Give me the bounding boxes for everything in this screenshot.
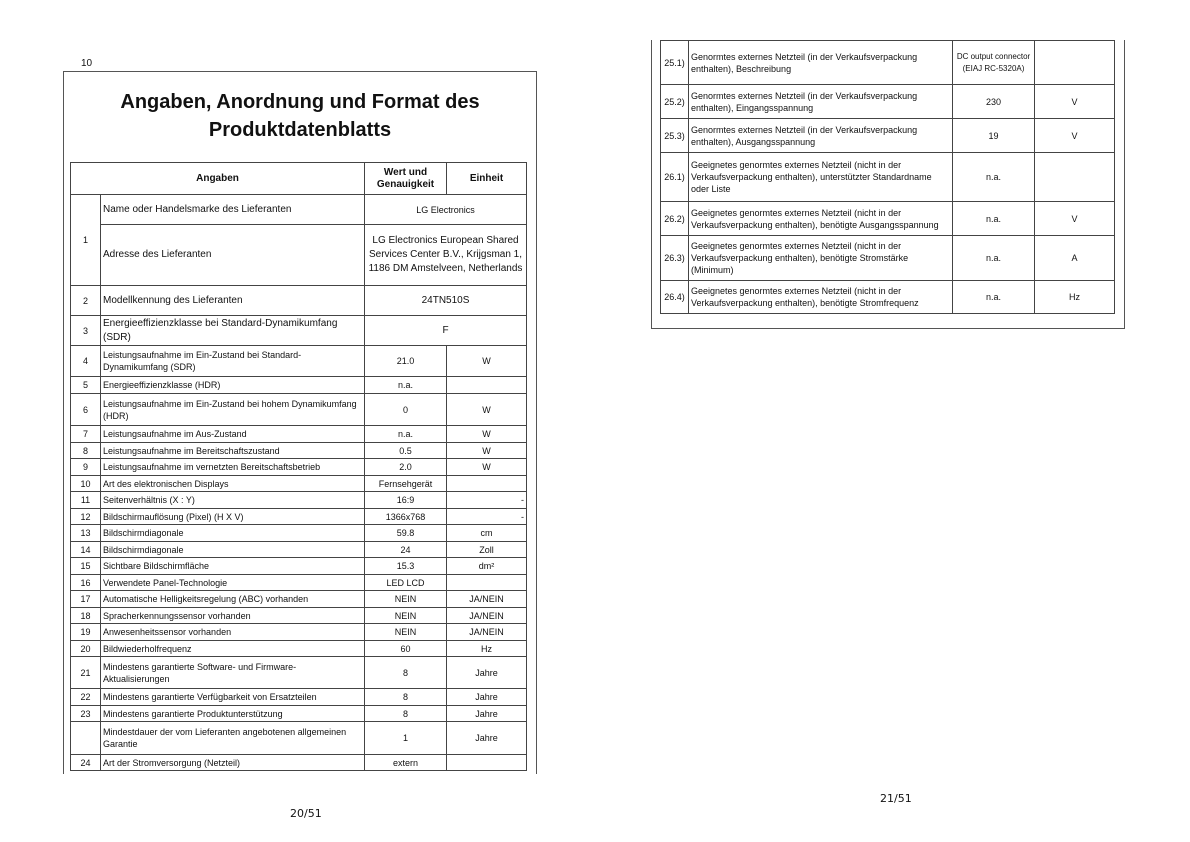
row-number: 18 (71, 608, 101, 624)
row-unit: V (1035, 202, 1115, 236)
row-value: LED LCD (365, 575, 447, 591)
table-row (71, 706, 527, 722)
row-unit: W (447, 394, 527, 426)
table-row (71, 476, 527, 492)
row-value: 8 (365, 689, 447, 706)
table-row (71, 394, 527, 426)
table-row (71, 722, 527, 755)
table-row (71, 509, 527, 525)
row-label: Geeignetes genormtes externes Netzteil (nicht in der Verkaufsverpackung enthalten), benötigte Stromfrequenz (689, 281, 953, 314)
row-label: Mindestdauer der vom Lieferanten angebotenen allgemeinen Garantie (101, 722, 365, 755)
table-row (71, 624, 527, 641)
row-label: Mindestens garantierte Verfügbarkeit von Ersatzteilen (101, 689, 365, 706)
table-row (71, 689, 527, 706)
row-number: 16 (71, 575, 101, 591)
row-value: n.a. (953, 153, 1035, 202)
row-label: Genormtes externes Netzteil (in der Verkaufsverpackung enthalten), Ausgangsspannung (689, 119, 953, 153)
row-value: 1 (365, 722, 447, 755)
row-value: 24TN510S (365, 286, 527, 316)
row-number: 25.3) (661, 119, 689, 153)
row-unit: W (447, 443, 527, 459)
table-row (71, 346, 527, 377)
table-row (71, 316, 527, 346)
product-datasheet-table (70, 162, 527, 771)
row-number: 10 (71, 476, 101, 492)
row-unit: A (1035, 236, 1115, 281)
row-label: Bildschirmdiagonale (101, 542, 365, 558)
table-row (71, 225, 527, 286)
row-label: Seitenverhältnis (X : Y) (101, 492, 365, 509)
row-unit: JA/NEIN (447, 624, 527, 641)
row-number: 1 (71, 195, 101, 286)
row-label: Verwendete Panel-Technologie (101, 575, 365, 591)
header-angaben: Angaben (71, 163, 365, 195)
table-row (71, 608, 527, 624)
row-number: 4 (71, 346, 101, 377)
row-number: 5 (71, 377, 101, 394)
table-row (661, 85, 1115, 119)
row-value: n.a. (365, 377, 447, 394)
row-unit: W (447, 346, 527, 377)
row-value: 59.8 (365, 525, 447, 542)
row-value: 0.5 (365, 443, 447, 459)
row-value: NEIN (365, 608, 447, 624)
table-row (71, 575, 527, 591)
header-einheit: Einheit (447, 163, 527, 195)
row-label: Leistungsaufnahme im Ein-Zustand bei hohem Dynamikumfang (HDR) (101, 394, 365, 426)
row-number: 26.2) (661, 202, 689, 236)
row-number: 23 (71, 706, 101, 722)
row-number: 24 (71, 755, 101, 771)
row-unit (447, 575, 527, 591)
row-number: 25.2) (661, 85, 689, 119)
row-unit (1035, 153, 1115, 202)
row-number: 11 (71, 492, 101, 509)
row-unit: Hz (447, 641, 527, 657)
row-value: extern (365, 755, 447, 771)
row-value: 230 (953, 85, 1035, 119)
row-value: Fernsehgerät (365, 476, 447, 492)
row-label: Anwesenheitssensor vorhanden (101, 624, 365, 641)
row-number: 2 (71, 286, 101, 316)
row-label: Leistungsaufnahme im Aus-Zustand (101, 426, 365, 443)
table-row (661, 202, 1115, 236)
header-row (71, 163, 527, 195)
row-value: F (365, 316, 527, 346)
row-label: Genormtes externes Netzteil (in der Verkaufsverpackung enthalten), Eingangsspannung (689, 85, 953, 119)
row-label: Spracherkennungssensor vorhanden (101, 608, 365, 624)
table-row (71, 591, 527, 608)
table-row (71, 641, 527, 657)
table-row (71, 377, 527, 394)
page-title: Angaben, Anordnung und Format des Produktdatenblatts (120, 91, 480, 141)
row-unit: Zoll (447, 542, 527, 558)
table-row (661, 119, 1115, 153)
row-value: 8 (365, 657, 447, 689)
row-number: 26.1) (661, 153, 689, 202)
row-unit: W (447, 426, 527, 443)
row-unit: cm (447, 525, 527, 542)
row-label: Genormtes externes Netzteil (in der Verkaufsverpackung enthalten), Beschreibung (689, 41, 953, 85)
row-number: 14 (71, 542, 101, 558)
row-number: 13 (71, 525, 101, 542)
row-label: Energieeffizienzklasse (HDR) (101, 377, 365, 394)
row-unit: - (447, 509, 527, 525)
row-unit: Jahre (447, 657, 527, 689)
row-unit (447, 476, 527, 492)
row-value: 0 (365, 394, 447, 426)
row-label: Modellkennung des Lieferanten (101, 286, 365, 316)
row-unit: V (1035, 85, 1115, 119)
row-unit: JA/NEIN (447, 608, 527, 624)
power-supply-table (660, 40, 1115, 314)
row-value: 8 (365, 706, 447, 722)
row-label: Automatische Helligkeitsregelung (ABC) vorhanden (101, 591, 365, 608)
row-number (71, 722, 101, 755)
row-number: 6 (71, 394, 101, 426)
row-unit: dm² (447, 558, 527, 575)
row-label: Leistungsaufnahme im vernetzten Bereitschaftsbetrieb (101, 459, 365, 476)
row-number: 15 (71, 558, 101, 575)
row-value: 19 (953, 119, 1035, 153)
row-number: 7 (71, 426, 101, 443)
row-number: 3 (71, 316, 101, 346)
row-unit: Hz (1035, 281, 1115, 314)
table-row (71, 558, 527, 575)
row-label: Energieeffizienzklasse bei Standard-Dynamikumfang (SDR) (101, 316, 365, 346)
row-number: 20 (71, 641, 101, 657)
table-row (661, 236, 1115, 281)
row-value: NEIN (365, 624, 447, 641)
row-label: Bildschirmdiagonale (101, 525, 365, 542)
row-value: n.a. (953, 236, 1035, 281)
page-marker: 10 (81, 58, 93, 69)
row-label: Geeignetes genormtes externes Netzteil (nicht in der Verkaufsverpackung enthalten), unterstützter Standardname oder Liste (689, 153, 953, 202)
row-value: n.a. (365, 426, 447, 443)
header-wert: Wert und Genauigkeit (365, 163, 447, 195)
row-label: Bildschirmauflösung (Pixel) (H X V) (101, 509, 365, 525)
row-number: 26.4) (661, 281, 689, 314)
row-value: DC output connector (EIAJ RC-5320A) (953, 41, 1035, 85)
table-row (661, 41, 1115, 85)
table-row (71, 542, 527, 558)
row-label: Name oder Handelsmarke des Lieferanten (101, 195, 365, 225)
table-row (71, 492, 527, 509)
row-unit: Jahre (447, 689, 527, 706)
row-label: Art der Stromversorgung (Netzteil) (101, 755, 365, 771)
row-value: 60 (365, 641, 447, 657)
table-row (71, 426, 527, 443)
table-row (71, 443, 527, 459)
row-label: Bildwiederholfrequenz (101, 641, 365, 657)
row-number: 26.3) (661, 236, 689, 281)
table-row (71, 525, 527, 542)
row-value: n.a. (953, 202, 1035, 236)
row-value: 21.0 (365, 346, 447, 377)
row-label: Sichtbare Bildschirmfläche (101, 558, 365, 575)
table-row (71, 195, 527, 225)
row-label: Art des elektronischen Displays (101, 476, 365, 492)
row-value: NEIN (365, 591, 447, 608)
row-number: 9 (71, 459, 101, 476)
row-number: 8 (71, 443, 101, 459)
table-row (71, 657, 527, 689)
row-label: Leistungsaufnahme im Bereitschaftszustand (101, 443, 365, 459)
row-value: 24 (365, 542, 447, 558)
table-row (71, 755, 527, 771)
row-number: 12 (71, 509, 101, 525)
row-unit (1035, 41, 1115, 85)
row-label: Mindestens garantierte Produktunterstützung (101, 706, 365, 722)
row-value: LG Electronics European Shared Services Center B.V., Krijgsman 1, 1186 DM Amstelveen, Netherlands (365, 225, 527, 286)
row-unit: Jahre (447, 722, 527, 755)
row-label: Leistungsaufnahme im Ein-Zustand bei Standard-Dynamikumfang (SDR) (101, 346, 365, 377)
row-label: Mindestens garantierte Software- und Firmware-Aktualisierungen (101, 657, 365, 689)
page-footer-left: 20/51 (290, 807, 322, 820)
row-value: n.a. (953, 281, 1035, 314)
row-number: 19 (71, 624, 101, 641)
row-number: 25.1) (661, 41, 689, 85)
row-label: Geeignetes genormtes externes Netzteil (nicht in der Verkaufsverpackung enthalten), benötigte Stromstärke (Minimum) (689, 236, 953, 281)
row-value: 15.3 (365, 558, 447, 575)
page-footer-right: 21/51 (880, 792, 912, 805)
table-row (661, 153, 1115, 202)
row-number: 17 (71, 591, 101, 608)
row-value: 2.0 (365, 459, 447, 476)
row-number: 22 (71, 689, 101, 706)
row-label: Geeignetes genormtes externes Netzteil (nicht in der Verkaufsverpackung enthalten), benötigte Ausgangsspannung (689, 202, 953, 236)
row-unit: JA/NEIN (447, 591, 527, 608)
table-row (71, 286, 527, 316)
row-value: 16:9 (365, 492, 447, 509)
table-row (661, 281, 1115, 314)
row-label: Adresse des Lieferanten (101, 225, 365, 286)
table-row (71, 459, 527, 476)
row-unit: - (447, 492, 527, 509)
row-unit: W (447, 459, 527, 476)
row-unit (447, 755, 527, 771)
row-unit: Jahre (447, 706, 527, 722)
row-number: 21 (71, 657, 101, 689)
row-value: 1366x768 (365, 509, 447, 525)
row-unit (447, 377, 527, 394)
row-unit: V (1035, 119, 1115, 153)
row-value: LG Electronics (365, 195, 527, 225)
